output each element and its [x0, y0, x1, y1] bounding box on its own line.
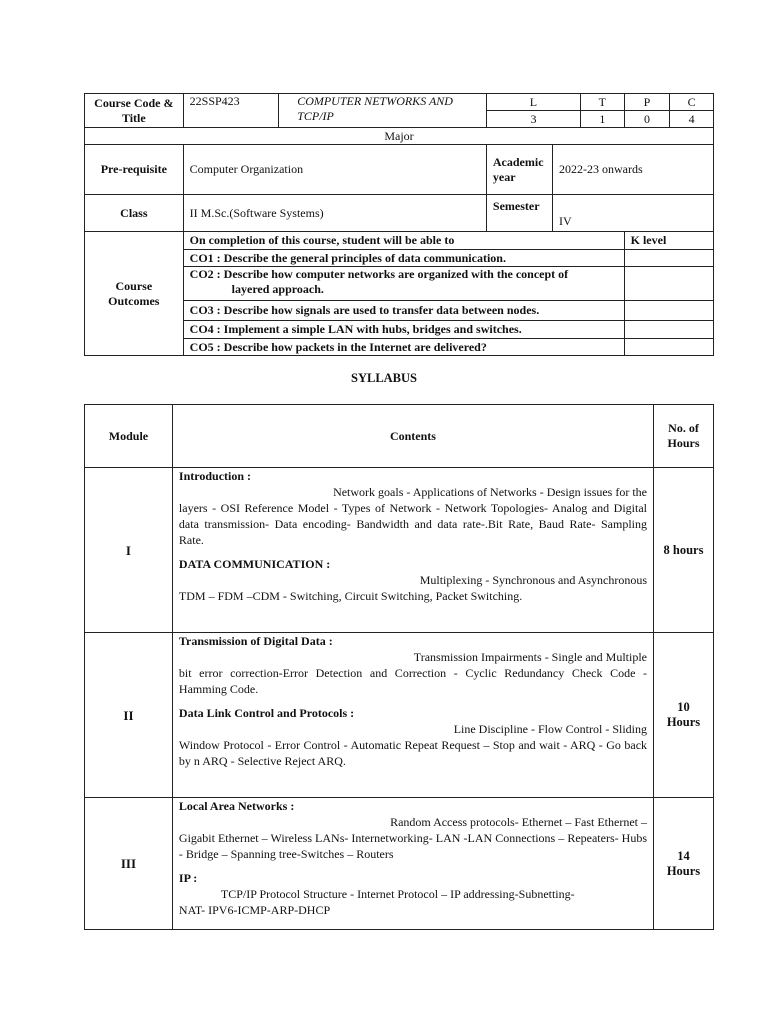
section-first-line: Multiplexing - Synchronous and Asynchronous	[419, 573, 648, 587]
section-heading: DATA COMMUNICATION :	[178, 557, 331, 571]
section-text: bit error correction-Error Detection and Correction - Cyclic Redundancy Check Code - Hamming Code.	[178, 666, 648, 696]
outcome-co3: CO3 : Describe how signals are used to transfer data between nodes.	[183, 301, 624, 321]
outcome-co2-line2: layered approach.	[231, 282, 324, 296]
k-level-co1	[624, 250, 713, 267]
section-heading: Local Area Networks :	[178, 799, 295, 813]
contents-header: Contents	[172, 405, 653, 468]
academic-year-value: 2022-23 onwards	[553, 145, 714, 195]
module-contents	[172, 468, 653, 633]
ltpc-header-l: L	[486, 94, 580, 111]
k-level-co3	[624, 301, 713, 321]
module-hours: 10 Hours	[654, 633, 714, 798]
section-first-line: Network goals - Applications of Networks - Design issues for the	[333, 485, 648, 499]
syllabus-table	[84, 404, 714, 930]
ltpc-value-t: 1	[581, 111, 625, 128]
course-code: 22SSP423	[183, 94, 279, 128]
section-heading: Introduction :	[178, 469, 252, 483]
module-hours: 14 Hours	[654, 798, 714, 930]
module-number: I	[85, 468, 173, 633]
course-outcomes-label: Course Outcomes	[85, 232, 184, 356]
course-info-table	[84, 93, 714, 356]
outcome-co1: CO1 : Describe the general principles of data communication.	[183, 250, 624, 267]
module-number: III	[85, 798, 173, 930]
outcome-co4: CO4 : Implement a simple LAN with hubs, bridges and switches.	[183, 321, 624, 339]
prerequisite-label: Pre-requisite	[85, 145, 184, 195]
ltpc-header-t: T	[581, 94, 625, 111]
course-code-label: Course Code & Title	[85, 94, 184, 128]
prerequisite-value: Computer Organization	[183, 145, 486, 195]
module-hours: 8 hours	[654, 468, 714, 633]
module-contents	[172, 798, 653, 930]
section-heading: Transmission of Digital Data :	[178, 634, 333, 648]
semester-value: IV	[553, 195, 714, 232]
k-level-label: K level	[624, 232, 713, 250]
outcome-co2-line1: CO2 : Describe how computer networks are organized with the concept of	[189, 267, 569, 281]
section-text: Window Protocol - Error Control - Automatic Repeat Request – Stop and wait - ARQ - Go back by n ARQ - Selective Reject ARQ.	[178, 738, 648, 768]
section-text: layers - OSI Reference Model - Types of Network - Network Topologies- Analog and Digital data transmission- Data encoding- Bandwidth and data rate-.Bit Rate, Baud Rate- Sampling Rate.	[178, 501, 648, 547]
outcome-co5: CO5 : Describe how packets in the Internet are delivered?	[183, 339, 624, 356]
ltpc-header-c: C	[670, 94, 714, 111]
section-first-line: Transmission Impairments - Single and Multiple	[413, 650, 648, 664]
ltpc-value-p: 0	[624, 111, 670, 128]
section-first-line: Line Discipline - Flow Control - Sliding	[453, 722, 648, 736]
academic-year-label: Academic year	[486, 145, 552, 195]
section-text: TDM – FDM –CDM - Switching, Circuit Switching, Packet Switching.	[178, 589, 523, 603]
k-level-co5	[624, 339, 713, 356]
course-title: COMPUTER NETWORKS AND TCP/IP	[279, 94, 487, 128]
section-text: NAT- IPV6-ICMP-ARP-DHCP	[178, 903, 331, 917]
section-heading: IP :	[178, 871, 198, 885]
class-value: II M.Sc.(Software Systems)	[183, 195, 486, 232]
section-first-line: TCP/IP Protocol Structure - Internet Protocol – IP addressing-Subnetting-	[220, 887, 575, 901]
hours-header: No. of Hours	[654, 405, 714, 468]
section-heading: Data Link Control and Protocols :	[178, 706, 355, 720]
outcome-co2	[183, 267, 624, 301]
outcomes-intro: On completion of this course, student will be able to	[183, 232, 624, 250]
ltpc-value-l: 3	[486, 111, 580, 128]
module-number: II	[85, 633, 173, 798]
k-level-co4	[624, 321, 713, 339]
ltpc-header-p: P	[624, 94, 670, 111]
semester-label: Semester	[486, 195, 552, 232]
syllabus-title: SYLLABUS	[351, 371, 417, 385]
module-contents	[172, 633, 653, 798]
class-label: Class	[85, 195, 184, 232]
course-category: Major	[85, 128, 714, 145]
k-level-co2	[624, 267, 713, 301]
section-text: Gigabit Ethernet – Wireless LANs- Internetworking- LAN -LAN Connections – Repeaters- Hubs - Bridge – Spanning tree-Switches – Routers	[178, 831, 648, 861]
module-header: Module	[85, 405, 173, 468]
ltpc-value-c: 4	[670, 111, 714, 128]
section-first-line: Random Access protocols- Ethernet – Fast Ethernet –	[390, 815, 648, 829]
